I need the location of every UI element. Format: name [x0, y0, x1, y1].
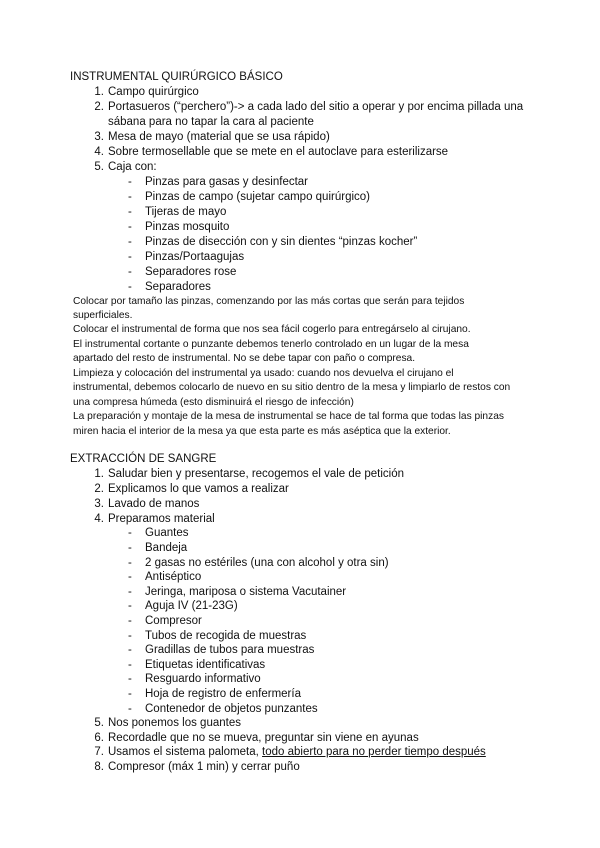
list-number: 3. — [94, 131, 104, 143]
list-text: Lavado de manos — [108, 498, 200, 510]
note-line: miren hacia el interior de la mesa ya que esta parte es más aséptica que la exterior. — [73, 426, 451, 437]
list-number: 4. — [94, 513, 104, 525]
section-title-instrumental: INSTRUMENTAL QUIRÚRGICO BÁSICO — [70, 71, 283, 83]
note-line: Limpieza y colocación del instrumental ya usado: cuando nos devuelva el cirujano el — [73, 368, 454, 379]
subitem-text: Gradillas de tubos para muestras — [145, 644, 315, 656]
section-title-extraccion: EXTRACCIÓN DE SANGRE — [70, 453, 217, 465]
dash-bullet: - — [128, 644, 132, 656]
dash-bullet: - — [128, 615, 132, 627]
dash-bullet: - — [128, 586, 132, 598]
list-text: Preparamos material — [108, 513, 215, 525]
list-text: Explicamos lo que vamos a realizar — [108, 483, 289, 495]
list-text: Sobre termosellable que se mete en el autoclave para esterilizarse — [108, 146, 449, 158]
list-text: Mesa de mayo (material que se usa rápido) — [108, 131, 330, 143]
subitem-text: Separadores — [145, 281, 211, 293]
list-text: Campo quirúrgico — [108, 86, 199, 98]
list-number: 8. — [94, 761, 104, 773]
list-number: 2. — [94, 101, 104, 113]
subitem-text: Contenedor de objetos punzantes — [145, 703, 318, 715]
list-number: 5. — [94, 717, 104, 729]
dash-bullet: - — [128, 281, 132, 293]
list-text: sábana para no tapar la cara al paciente — [108, 116, 314, 128]
dash-bullet: - — [128, 600, 132, 612]
list-text: Nos ponemos los guantes — [108, 717, 241, 729]
list-number: 5. — [94, 161, 104, 173]
note-line: El instrumental cortante o punzante debemos tenerlo controlado en un lugar de la mesa — [73, 339, 469, 350]
dash-bullet: - — [128, 191, 132, 203]
subitem-text: Tijeras de mayo — [145, 206, 227, 218]
list-text: Saludar bien y presentarse, recogemos el vale de petición — [108, 468, 404, 480]
dash-bullet: - — [128, 176, 132, 188]
list-text: Caja con: — [108, 161, 157, 173]
subitem-text: Pinzas mosquito — [145, 221, 230, 233]
dash-bullet: - — [128, 688, 132, 700]
subitem-text: Etiquetas identificativas — [145, 659, 266, 671]
subitem-text: Pinzas para gasas y desinfectar — [145, 176, 309, 188]
list-text: Recordadle que no se mueva, preguntar sin viene en ayunas — [108, 732, 419, 744]
underlined-text: todo abierto para no perder tiempo después — [262, 746, 486, 758]
subitem-text: Antiséptico — [145, 571, 202, 583]
subitem-text: Resguardo informativo — [145, 673, 261, 685]
list-number: 3. — [94, 498, 104, 510]
list-number: 1. — [94, 468, 104, 480]
subitem-text: Separadores rose — [145, 266, 237, 278]
list-number: 4. — [94, 146, 104, 158]
dash-bullet: - — [128, 266, 132, 278]
subitem-text: Pinzas/Portaagujas — [145, 251, 245, 263]
list-number: 7. — [94, 746, 104, 758]
note-line: una compresa húmeda (esto disminuirá el riesgo de infección) — [73, 397, 354, 408]
dash-bullet: - — [128, 659, 132, 671]
subitem-text: Guantes — [145, 527, 189, 539]
subitem-text: Pinzas de campo (sujetar campo quirúrgico) — [145, 191, 370, 203]
subitem-text: 2 gasas no estériles (una con alcohol y otra sin) — [145, 557, 389, 569]
list-text-plain: Usamos el sistema palometa, — [108, 746, 263, 758]
note-line: Colocar por tamaño las pinzas, comenzando por las más cortas que serán para tejidos — [73, 296, 465, 307]
dash-bullet: - — [128, 221, 132, 233]
subitem-text: Tubos de recogida de muestras — [145, 630, 307, 642]
dash-bullet: - — [128, 673, 132, 685]
note-line: La preparación y montaje de la mesa de instrumental se hace de tal forma que todas las pinzas — [73, 411, 504, 422]
list-number: 1. — [94, 86, 104, 98]
list-text — [108, 746, 486, 758]
note-line: Colocar el instrumental de forma que nos sea fácil cogerlo para entregárselo al cirujano. — [73, 324, 471, 335]
list-text: Portasueros (“perchero”)-> a cada lado del sitio a operar y por encima pillada una — [108, 101, 524, 113]
subitem-text: Aguja IV (21-23G) — [145, 600, 238, 612]
dash-bullet: - — [128, 557, 132, 569]
list-number: 6. — [94, 732, 104, 744]
subitem-text: Bandeja — [145, 542, 188, 554]
subitem-text: Compresor — [145, 615, 202, 627]
dash-bullet: - — [128, 630, 132, 642]
note-line: instrumental, debemos colocarlo de nuevo en su sitio dentro de la mesa y limpiarlo de restos con — [73, 382, 511, 393]
list-number: 2. — [94, 483, 104, 495]
dash-bullet: - — [128, 527, 132, 539]
subitem-text: Pinzas de disección con y sin dientes “pinzas kocher” — [145, 236, 418, 248]
subitem-text: Hoja de registro de enfermería — [145, 688, 301, 700]
dash-bullet: - — [128, 236, 132, 248]
list-text: Compresor (máx 1 min) y cerrar puño — [108, 761, 300, 773]
dash-bullet: - — [128, 703, 132, 715]
dash-bullet: - — [128, 542, 132, 554]
dash-bullet: - — [128, 206, 132, 218]
dash-bullet: - — [128, 251, 132, 263]
note-line: superficiales. — [73, 310, 133, 321]
dash-bullet: - — [128, 571, 132, 583]
note-line: apartado del resto de instrumental. No se debe tapar con paño o compresa. — [73, 353, 416, 364]
subitem-text: Jeringa, mariposa o sistema Vacutainer — [145, 586, 347, 598]
